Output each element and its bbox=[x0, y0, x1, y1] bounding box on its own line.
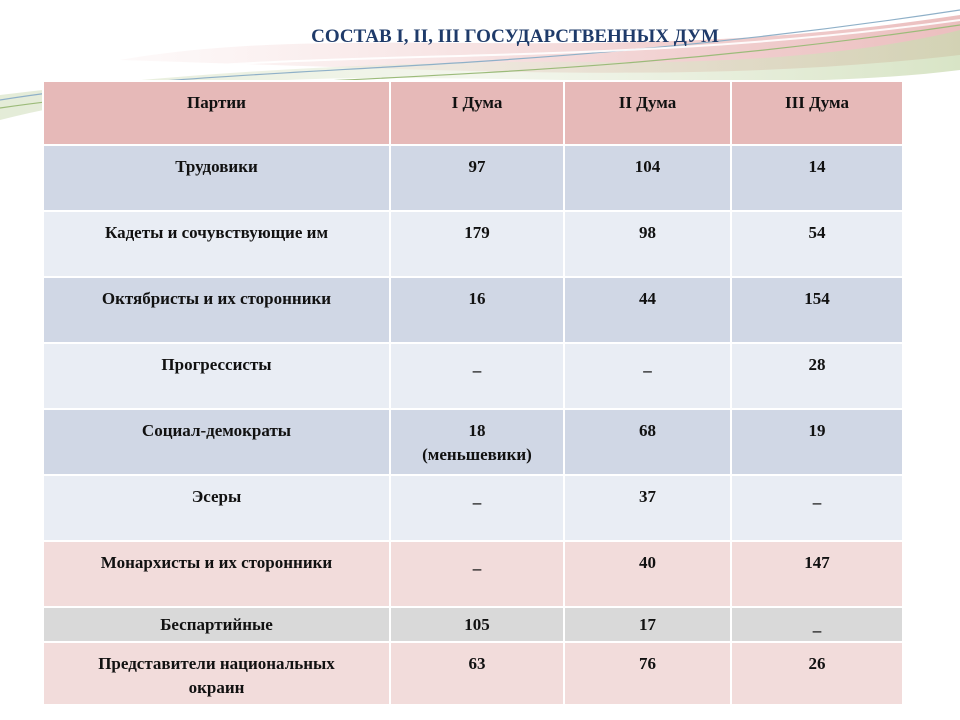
header-duma-3: III Дума bbox=[731, 81, 903, 145]
duma-3-cell: 54 bbox=[731, 211, 903, 277]
table-row bbox=[43, 409, 903, 475]
party-cell bbox=[43, 642, 390, 705]
duma-3-cell: 154 bbox=[731, 277, 903, 343]
duma-2-cell: 76 bbox=[564, 642, 731, 705]
duma-1-cell: 105 bbox=[390, 607, 564, 642]
duma-1-cell: 16 bbox=[390, 277, 564, 343]
table-header-row bbox=[43, 81, 903, 145]
duma-3-cell: 14 bbox=[731, 145, 903, 211]
header-duma-1: I Дума bbox=[390, 81, 564, 145]
table-row bbox=[43, 541, 903, 607]
party-cell: Октябристы и их сторонники bbox=[43, 277, 390, 343]
party-cell: Беспартийные bbox=[43, 607, 390, 642]
duma-1-cell bbox=[390, 409, 564, 475]
duma-3-cell: _ bbox=[731, 607, 903, 642]
header-duma-2: II Дума bbox=[564, 81, 731, 145]
duma-3-cell: 19 bbox=[731, 409, 903, 475]
table-row bbox=[43, 211, 903, 277]
duma-3-cell: 147 bbox=[731, 541, 903, 607]
duma-2-cell: 44 bbox=[564, 277, 731, 343]
duma-1-cell: 97 bbox=[390, 145, 564, 211]
page-title: СОСТАВ I, II, III ГОСУДАРСТВЕННЫХ ДУМ bbox=[311, 26, 719, 47]
duma-2-cell: 17 bbox=[564, 607, 731, 642]
table-row bbox=[43, 607, 903, 642]
duma-1-note: (меньшевики) bbox=[422, 445, 532, 464]
duma-1-value: 18 bbox=[468, 421, 486, 440]
party-cell: Эсеры bbox=[43, 475, 390, 541]
party-cell: Трудовики bbox=[43, 145, 390, 211]
duma-1-cell: 179 bbox=[390, 211, 564, 277]
table-row bbox=[43, 343, 903, 409]
duma-2-cell: _ bbox=[564, 343, 731, 409]
party-cell: Социал-демократы bbox=[43, 409, 390, 475]
duma-2-cell: 104 bbox=[564, 145, 731, 211]
duma-1-cell: _ bbox=[390, 343, 564, 409]
table-row bbox=[43, 145, 903, 211]
table-row bbox=[43, 277, 903, 343]
duma-2-cell: 40 bbox=[564, 541, 731, 607]
duma-2-cell: 37 bbox=[564, 475, 731, 541]
party-cell: Прогрессисты bbox=[43, 343, 390, 409]
header-party: Партии bbox=[43, 81, 390, 145]
duma-3-cell: 26 bbox=[731, 642, 903, 705]
duma-3-cell: 28 bbox=[731, 343, 903, 409]
duma-composition-table bbox=[42, 80, 904, 706]
table-row bbox=[43, 475, 903, 541]
duma-1-cell: _ bbox=[390, 475, 564, 541]
duma-3-cell: _ bbox=[731, 475, 903, 541]
party-name-line-2: окраин bbox=[188, 678, 245, 697]
duma-2-cell: 68 bbox=[564, 409, 731, 475]
table-row bbox=[43, 642, 903, 705]
duma-1-cell: _ bbox=[390, 541, 564, 607]
duma-1-cell: 63 bbox=[390, 642, 564, 705]
party-cell: Кадеты и сочувствующие им bbox=[43, 211, 390, 277]
party-cell: Монархисты и их сторонники bbox=[43, 541, 390, 607]
duma-2-cell: 98 bbox=[564, 211, 731, 277]
party-name-line-1: Представители национальных bbox=[98, 654, 335, 673]
